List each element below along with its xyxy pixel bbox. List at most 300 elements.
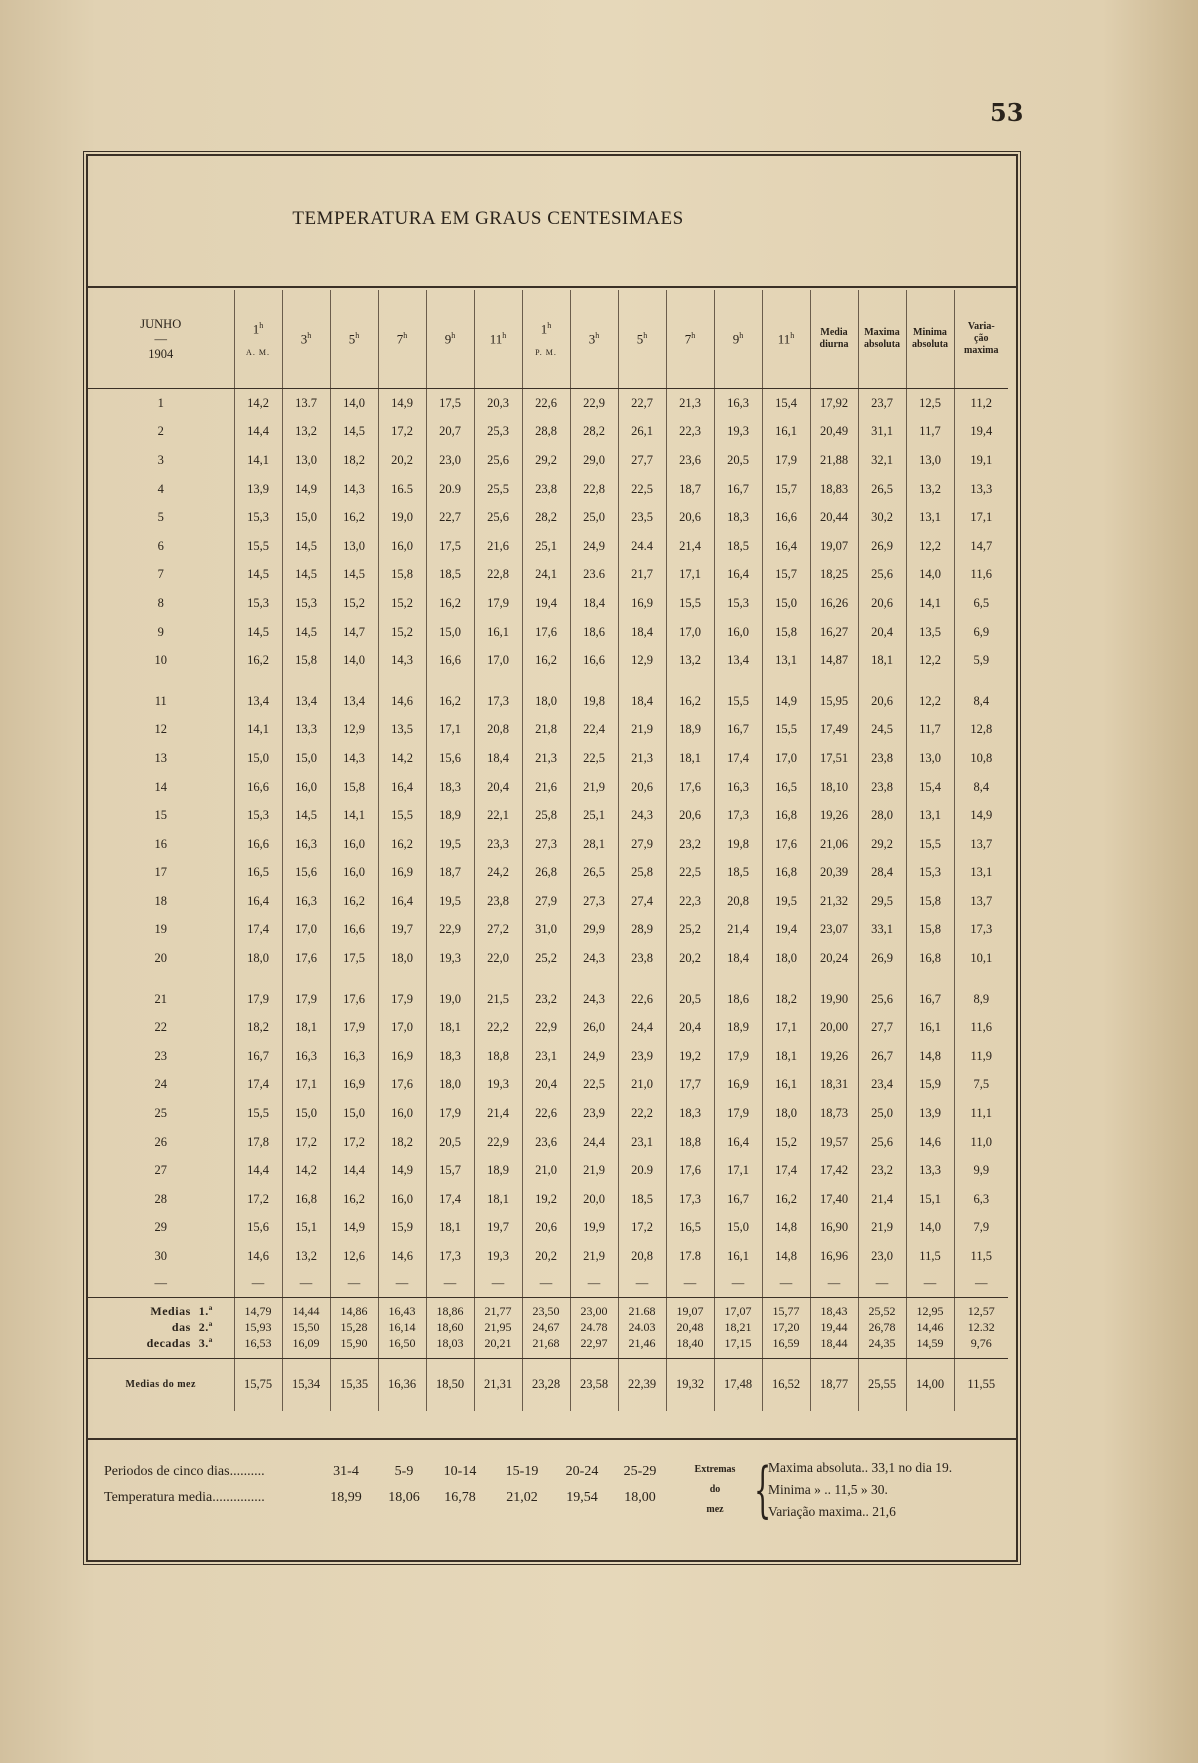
- value-cell: 19,5: [426, 830, 474, 859]
- value-cell: 19,26: [810, 1042, 858, 1071]
- value-cell: 23,2: [858, 1156, 906, 1185]
- value-cell: 14,4: [234, 418, 282, 447]
- value-cell: 22,5: [618, 475, 666, 504]
- value-cell: 29,0: [570, 446, 618, 475]
- decade-value: 26,78: [858, 1320, 906, 1336]
- table-row: [88, 1013, 1008, 1042]
- value-cell: 30,2: [858, 503, 906, 532]
- value-cell: 18,4: [714, 944, 762, 973]
- value-cell: 16.5: [378, 475, 426, 504]
- value-cell: 23,9: [618, 1042, 666, 1071]
- value-cell: 11,1: [954, 1099, 1008, 1128]
- gap-cell: [810, 675, 858, 687]
- value-cell: 26,8: [522, 859, 570, 888]
- dash-cell: —: [762, 1271, 810, 1298]
- value-cell: 16,0: [282, 773, 330, 802]
- decade-label: [88, 1336, 234, 1359]
- value-cell: 14,1: [234, 716, 282, 745]
- value-cell: 18,6: [714, 985, 762, 1014]
- value-cell: 17,4: [762, 1156, 810, 1185]
- value-cell: 19,90: [810, 985, 858, 1014]
- value-cell: 18,5: [618, 1185, 666, 1214]
- decade-value: 16,59: [762, 1336, 810, 1359]
- hour-suffix: h: [451, 330, 456, 340]
- year-label: 1904: [148, 346, 174, 361]
- gap-cell: [666, 973, 714, 985]
- value-cell: 17,9: [474, 589, 522, 618]
- value-cell: 17,9: [282, 985, 330, 1014]
- day-cell: 17: [154, 865, 167, 880]
- value-cell: 14,0: [906, 561, 954, 590]
- table-row: [88, 687, 1008, 716]
- hour-header: [282, 290, 330, 389]
- value-cell: 18,7: [666, 475, 714, 504]
- value-cell: 25,0: [858, 1099, 906, 1128]
- periodo-value: 15-19: [505, 1464, 539, 1479]
- value-cell: 15,9: [378, 1214, 426, 1243]
- value-cell: 16,5: [762, 773, 810, 802]
- value-cell: 16,3: [330, 1042, 378, 1071]
- decade-value: 15,90: [330, 1336, 378, 1359]
- value-cell: 13,0: [906, 446, 954, 475]
- periodo-value: 31-4: [333, 1464, 359, 1479]
- value-cell: 13,9: [234, 475, 282, 504]
- value-cell: 27,7: [858, 1013, 906, 1042]
- day-cell: 25: [154, 1106, 167, 1121]
- value-cell: 12,9: [618, 646, 666, 675]
- value-cell: 27,4: [618, 887, 666, 916]
- value-cell: 19,5: [426, 887, 474, 916]
- value-cell: 15,8: [906, 887, 954, 916]
- value-cell: 16,7: [714, 475, 762, 504]
- day-cell: 12: [154, 722, 167, 737]
- decade-value: 24,35: [858, 1336, 906, 1359]
- value-cell: 21,4: [666, 532, 714, 561]
- value-cell: 17,6: [666, 1156, 714, 1185]
- hour-header: [714, 290, 762, 389]
- value-cell: 25,6: [858, 561, 906, 590]
- value-cell: 13,0: [906, 744, 954, 773]
- periodo-value: 5-9: [394, 1464, 414, 1479]
- variacao-maxima-header-line: Varia-: [967, 321, 995, 332]
- hour-suffix: h: [403, 330, 408, 340]
- value-cell: 21,4: [474, 1099, 522, 1128]
- day-cell: 2: [157, 424, 164, 439]
- value-cell: 15,5: [234, 532, 282, 561]
- value-cell: 23,2: [666, 830, 714, 859]
- hour-number: 11: [489, 331, 503, 347]
- value-cell: 15,4: [906, 773, 954, 802]
- value-cell: 18,7: [426, 859, 474, 888]
- value-cell: 18,73: [810, 1099, 858, 1128]
- value-cell: 15,95: [810, 687, 858, 716]
- gap-cell: [474, 675, 522, 687]
- value-cell: 22,3: [666, 418, 714, 447]
- value-cell: 16,2: [762, 1185, 810, 1214]
- value-cell: 17,9: [234, 985, 282, 1014]
- value-cell: 13,5: [378, 716, 426, 745]
- value-cell: 13,2: [282, 418, 330, 447]
- value-cell: 25,6: [474, 503, 522, 532]
- value-cell: 15,8: [906, 916, 954, 945]
- value-cell: 16,6: [426, 646, 474, 675]
- value-cell: 16,1: [474, 618, 522, 647]
- value-cell: 17,92: [810, 389, 858, 418]
- footer: [88, 1438, 1016, 1558]
- gap-cell: [858, 973, 906, 985]
- decade-value: 14,59: [906, 1336, 954, 1359]
- value-cell: 16,1: [714, 1242, 762, 1271]
- day-cell: 9: [157, 624, 164, 639]
- value-cell: 25,0: [570, 503, 618, 532]
- value-cell: 18,0: [762, 1099, 810, 1128]
- value-cell: 18,2: [330, 446, 378, 475]
- decade-value: 14,46: [906, 1320, 954, 1336]
- value-cell: 12,9: [330, 716, 378, 745]
- decade-value: 18,86: [426, 1297, 474, 1320]
- temperatura-media-value: 18,00: [624, 1490, 656, 1505]
- value-cell: 14,9: [762, 687, 810, 716]
- decade-value: 18,21: [714, 1320, 762, 1336]
- value-cell: 15,7: [426, 1156, 474, 1185]
- gap-cell: [762, 675, 810, 687]
- dash-cell: —: [522, 1271, 570, 1298]
- value-cell: 21,8: [522, 716, 570, 745]
- value-cell: 18,0: [234, 944, 282, 973]
- value-cell: 25,6: [858, 1128, 906, 1157]
- value-cell: 16,9: [330, 1071, 378, 1100]
- value-cell: 21,3: [522, 744, 570, 773]
- value-cell: 6,9: [954, 618, 1008, 647]
- value-cell: 28,4: [858, 859, 906, 888]
- value-cell: 16,2: [666, 687, 714, 716]
- value-cell: 28,8: [522, 418, 570, 447]
- value-cell: 20,6: [618, 773, 666, 802]
- table-title: TEMPERATURA EM GRAUS CENTESIMAES: [292, 208, 684, 229]
- value-cell: 24,1: [522, 561, 570, 590]
- dash-cell: —: [906, 1271, 954, 1298]
- value-cell: 9,9: [954, 1156, 1008, 1185]
- value-cell: 16,2: [234, 646, 282, 675]
- media-diurna-header-line: diurna: [819, 339, 849, 350]
- minima-absoluta-header: [906, 290, 954, 389]
- value-cell: 19,7: [378, 916, 426, 945]
- day-cell: 16: [154, 836, 167, 851]
- value-cell: 17,6: [762, 830, 810, 859]
- temperatura-media-value: 19,54: [566, 1490, 598, 1505]
- gap-cell: [378, 973, 426, 985]
- value-cell: 6,3: [954, 1185, 1008, 1214]
- decade-label-word: das: [171, 1320, 191, 1335]
- value-cell: 20,49: [810, 418, 858, 447]
- value-cell: 13,1: [906, 503, 954, 532]
- value-cell: 13,1: [762, 646, 810, 675]
- value-cell: 16,0: [714, 618, 762, 647]
- decade-value: 19,07: [666, 1297, 714, 1320]
- value-cell: 27,3: [570, 887, 618, 916]
- value-cell: 19,8: [570, 687, 618, 716]
- hour-header: [666, 290, 714, 389]
- value-cell: 16,1: [762, 418, 810, 447]
- value-cell: 32,1: [858, 446, 906, 475]
- title-block: [88, 156, 1016, 288]
- value-cell: 11,5: [906, 1242, 954, 1271]
- value-cell: 23,4: [858, 1071, 906, 1100]
- value-cell: 24,9: [570, 532, 618, 561]
- decade-value: 17,20: [762, 1320, 810, 1336]
- value-cell: 16,4: [378, 887, 426, 916]
- value-cell: 17,2: [618, 1214, 666, 1243]
- value-cell: 15,5: [762, 716, 810, 745]
- decade-value: 12.32: [954, 1320, 1008, 1336]
- value-cell: 23,8: [858, 773, 906, 802]
- value-cell: 23,8: [618, 944, 666, 973]
- day-cell: 20: [154, 951, 167, 966]
- value-cell: 24,2: [474, 859, 522, 888]
- value-cell: 15,3: [234, 503, 282, 532]
- gap-cell: [426, 675, 474, 687]
- value-cell: 17,0: [474, 646, 522, 675]
- value-cell: 16,3: [282, 887, 330, 916]
- value-cell: 20,8: [618, 1242, 666, 1271]
- value-cell: 16,2: [330, 1185, 378, 1214]
- hour-suffix: h: [595, 330, 600, 340]
- value-cell: 14,9: [330, 1214, 378, 1243]
- value-cell: 20,7: [426, 418, 474, 447]
- value-cell: 17,1: [714, 1156, 762, 1185]
- value-cell: 22,6: [522, 389, 570, 418]
- gap-cell: [954, 973, 1008, 985]
- value-cell: 24,5: [858, 716, 906, 745]
- value-cell: 15,7: [762, 475, 810, 504]
- value-cell: 16,9: [618, 589, 666, 618]
- gap-cell: [474, 973, 522, 985]
- value-cell: 15,0: [330, 1099, 378, 1128]
- hour-suffix: h: [691, 330, 696, 340]
- table-row: [88, 561, 1008, 590]
- value-cell: 23,0: [858, 1242, 906, 1271]
- value-cell: 16,9: [378, 859, 426, 888]
- value-cell: 23,2: [522, 985, 570, 1014]
- value-cell: 13,1: [954, 859, 1008, 888]
- value-cell: 22,3: [666, 887, 714, 916]
- dash-cell: —: [858, 1271, 906, 1298]
- table-row: [88, 830, 1008, 859]
- value-cell: 14,5: [282, 801, 330, 830]
- value-cell: 18,9: [714, 1013, 762, 1042]
- value-cell: 11,7: [906, 418, 954, 447]
- value-cell: 10,8: [954, 744, 1008, 773]
- value-cell: 22,9: [570, 389, 618, 418]
- value-cell: 21,6: [474, 532, 522, 561]
- value-cell: 19,0: [426, 985, 474, 1014]
- value-cell: 16,7: [714, 716, 762, 745]
- value-cell: 15,0: [282, 744, 330, 773]
- extremas-label: [684, 1460, 746, 1520]
- value-cell: 18,1: [474, 1185, 522, 1214]
- gap-cell: [522, 675, 570, 687]
- gap-cell: [522, 973, 570, 985]
- hour-number: 3: [588, 331, 596, 347]
- value-cell: 21,9: [570, 1242, 618, 1271]
- dash-cell: —: [378, 1271, 426, 1298]
- value-cell: 18,4: [618, 687, 666, 716]
- value-cell: 15,3: [906, 859, 954, 888]
- value-cell: 19,9: [570, 1214, 618, 1243]
- month-mean-value: 15,35: [330, 1358, 378, 1411]
- value-cell: 21,9: [618, 716, 666, 745]
- media-diurna-header-line: Media: [820, 327, 848, 338]
- month-dash: —: [154, 331, 167, 346]
- am-label: A. M.: [246, 347, 270, 357]
- value-cell: 16,3: [714, 389, 762, 418]
- dash-cell: —: [234, 1271, 282, 1298]
- value-cell: 20,6: [522, 1214, 570, 1243]
- value-cell: 18,8: [474, 1042, 522, 1071]
- value-cell: 23,8: [522, 475, 570, 504]
- value-cell: 7,5: [954, 1071, 1008, 1100]
- month-mean-value: 14,00: [906, 1358, 954, 1411]
- table-row: [88, 1071, 1008, 1100]
- hour-suffix: h: [643, 330, 648, 340]
- value-cell: 17,6: [378, 1071, 426, 1100]
- value-cell: 14,3: [378, 646, 426, 675]
- decade-value: 23,50: [522, 1297, 570, 1320]
- gap-cell: [762, 973, 810, 985]
- hour-suffix: h: [790, 330, 795, 340]
- value-cell: 16,2: [426, 687, 474, 716]
- value-cell: 17,3: [426, 1242, 474, 1271]
- value-cell: 23,6: [666, 446, 714, 475]
- value-cell: 14,2: [234, 389, 282, 418]
- value-cell: 19,3: [474, 1071, 522, 1100]
- hour-suffix: h: [739, 330, 744, 340]
- day-cell: 1: [157, 395, 164, 410]
- value-cell: 16,96: [810, 1242, 858, 1271]
- hour-suffix: h: [259, 321, 264, 331]
- value-cell: 15,3: [714, 589, 762, 618]
- value-cell: 22,6: [618, 985, 666, 1014]
- day-cell: 6: [157, 538, 164, 553]
- value-cell: 13,3: [954, 475, 1008, 504]
- value-cell: 17,0: [762, 744, 810, 773]
- value-cell: 28,2: [522, 503, 570, 532]
- day-cell: 11: [154, 693, 167, 708]
- value-cell: 13,4: [714, 646, 762, 675]
- value-cell: 17,4: [426, 1185, 474, 1214]
- variacao-maxima-header-line: maxima: [964, 345, 999, 356]
- value-cell: 17,0: [666, 618, 714, 647]
- value-cell: 20,4: [666, 1013, 714, 1042]
- value-cell: 17,5: [426, 389, 474, 418]
- value-cell: 19,3: [714, 418, 762, 447]
- value-cell: 11,6: [954, 561, 1008, 590]
- value-cell: 22,9: [426, 916, 474, 945]
- maxima-absoluta-header: [858, 290, 906, 389]
- value-cell: 17,3: [474, 687, 522, 716]
- dash-cell: —: [426, 1271, 474, 1298]
- value-cell: 18,3: [666, 1099, 714, 1128]
- value-cell: 27,9: [618, 830, 666, 859]
- table-row: [88, 744, 1008, 773]
- value-cell: 15,8: [282, 646, 330, 675]
- table-row: [88, 985, 1008, 1014]
- brace-glyph: {: [754, 1455, 772, 1525]
- decade-value: 21,95: [474, 1320, 522, 1336]
- table-row: [88, 1242, 1008, 1271]
- table-row: [88, 1099, 1008, 1128]
- value-cell: 17,7: [666, 1071, 714, 1100]
- hour-number: 9: [444, 331, 452, 347]
- value-cell: 16,2: [378, 830, 426, 859]
- dash-cell: —: [330, 1271, 378, 1298]
- value-cell: 26,9: [858, 532, 906, 561]
- dash-cell: —: [666, 1271, 714, 1298]
- table-row: [88, 618, 1008, 647]
- value-cell: 22,5: [666, 859, 714, 888]
- month-means-label: Medias do mez: [125, 1379, 196, 1391]
- value-cell: 14,1: [906, 589, 954, 618]
- value-cell: 16,9: [714, 1071, 762, 1100]
- value-cell: 23,5: [618, 503, 666, 532]
- month-mean-value: 17,48: [714, 1358, 762, 1411]
- value-cell: 15,0: [426, 618, 474, 647]
- value-cell: 16,6: [762, 503, 810, 532]
- table-row: [88, 944, 1008, 973]
- value-cell: 27,7: [618, 446, 666, 475]
- decade-value: 14,44: [282, 1297, 330, 1320]
- value-cell: 29,5: [858, 887, 906, 916]
- decade-value: 15,77: [762, 1297, 810, 1320]
- value-cell: 13,5: [906, 618, 954, 647]
- value-cell: 14,9: [282, 475, 330, 504]
- value-cell: 22,4: [570, 716, 618, 745]
- value-cell: 10,1: [954, 944, 1008, 973]
- value-cell: 24,3: [570, 985, 618, 1014]
- periodo-value: 25-29: [623, 1464, 657, 1479]
- table-row: [88, 389, 1008, 418]
- temperatura-media-value: 18,06: [388, 1490, 420, 1505]
- gap-cell: [810, 973, 858, 985]
- dash-cell: —: [570, 1271, 618, 1298]
- hour-header: [762, 290, 810, 389]
- value-cell: 19,3: [426, 944, 474, 973]
- value-cell: 15,6: [426, 744, 474, 773]
- decade-value: 21,77: [474, 1297, 522, 1320]
- decade-label: [88, 1320, 234, 1336]
- value-cell: 17,6: [522, 618, 570, 647]
- value-cell: 18,0: [426, 1071, 474, 1100]
- gap-cell: [88, 675, 234, 687]
- decade-label: [88, 1297, 234, 1320]
- value-cell: 14,5: [330, 418, 378, 447]
- value-cell: 20,6: [666, 503, 714, 532]
- value-cell: 19,4: [522, 589, 570, 618]
- value-cell: 21,9: [858, 1214, 906, 1243]
- decade-value: 9,76: [954, 1336, 1008, 1359]
- value-cell: 16,8: [762, 859, 810, 888]
- value-cell: 15,5: [666, 589, 714, 618]
- maxima-absoluta-header-line: absoluta: [863, 339, 901, 350]
- value-cell: 18,1: [858, 646, 906, 675]
- decade-value: 18,40: [666, 1336, 714, 1359]
- day-cell: 22: [154, 1020, 167, 1035]
- value-cell: 16,2: [426, 589, 474, 618]
- value-cell: 15,5: [906, 830, 954, 859]
- value-cell: 14,5: [282, 532, 330, 561]
- value-cell: 17,6: [330, 985, 378, 1014]
- value-cell: 16,7: [714, 1185, 762, 1214]
